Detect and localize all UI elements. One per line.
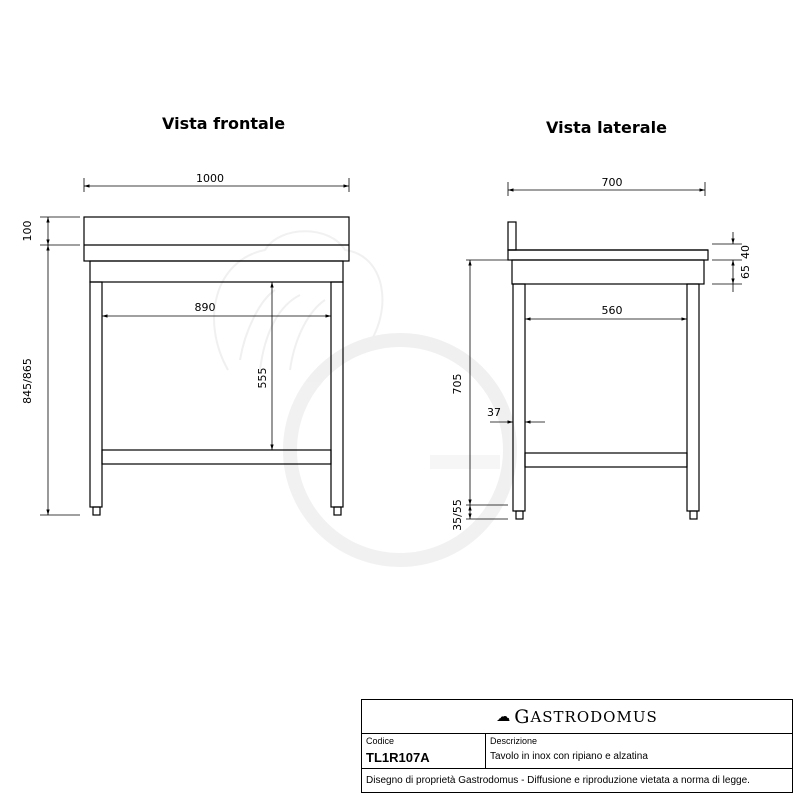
dim-width-label: 1000 — [196, 172, 224, 185]
chef-hat-icon: ☁ — [496, 708, 512, 725]
logo-initial: G — [514, 705, 531, 728]
copyright-note: Disegno di proprietà Gastrodomus - Diffusione e riproduzione vietata a norma di legge. — [366, 775, 750, 786]
code-value: TL1R107A — [366, 750, 430, 765]
side-view-title: Vista laterale — [546, 118, 667, 137]
dim-total-height-label: 845/865 — [21, 358, 34, 404]
front-view-title: Vista frontale — [162, 114, 286, 133]
gastrodomus-logo — [362, 700, 792, 734]
front-table — [84, 217, 349, 515]
description-cell — [486, 733, 792, 769]
description-value: Tavolo in inox con ripiano e alzatina — [490, 751, 648, 762]
logo-text: ASTRODOMUS — [530, 707, 658, 726]
watermark-logo — [214, 231, 510, 560]
dim-top-height-label: 100 — [21, 220, 34, 242]
dim-top-thickness-label: 65 — [739, 265, 752, 279]
dim-leg-height-label: 705 — [451, 373, 464, 395]
dim-inner-depth-label: 560 — [601, 304, 623, 317]
dim-inner-width-label: 890 — [194, 301, 216, 314]
code-label: Codice — [366, 736, 395, 746]
side-table — [508, 222, 708, 519]
dim-shelf-height-label: 555 — [256, 367, 269, 389]
dim-depth-label: 700 — [601, 176, 623, 189]
code-cell — [362, 733, 486, 769]
dim-leg-section-label: 37 — [487, 406, 501, 419]
dim-foot-label: 35/55 — [451, 499, 464, 531]
description-label: Descrizione — [490, 736, 538, 746]
dim-upstand-label: 40 — [739, 245, 752, 259]
title-block — [361, 699, 793, 793]
